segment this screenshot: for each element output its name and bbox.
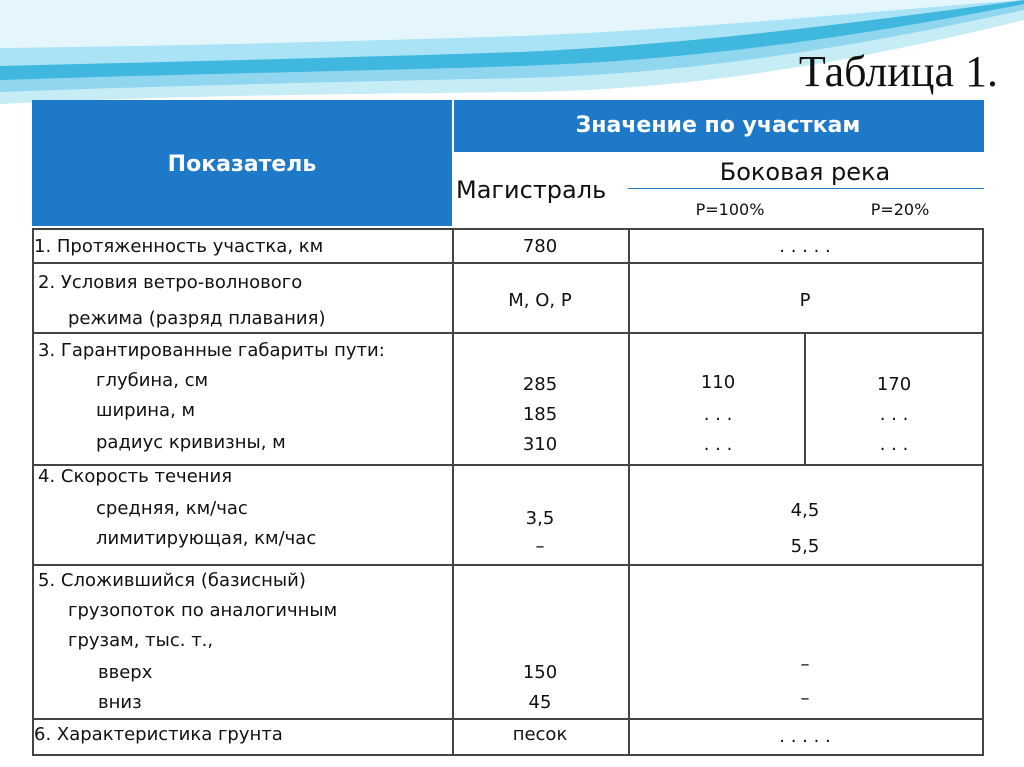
row6-label: 6. Характеристика грунта <box>34 724 283 745</box>
row3-sub2: ширина, м <box>96 400 196 421</box>
row5-label-line1: 5. Сложившийся (базисный) <box>38 570 306 591</box>
row5-label-line3: грузам, тыс. т., <box>68 630 214 651</box>
header-indicator-label: Показатель <box>167 152 317 177</box>
row2-label-line2: режима (разряд плавания) <box>68 308 326 329</box>
header-side-river: Боковая река <box>719 158 891 186</box>
row3-main1: 285 <box>522 374 558 395</box>
row1-side: . . . . . <box>779 236 831 257</box>
header-values-label: Значение по участкам <box>575 113 861 138</box>
row3-p100-2: . . . <box>703 404 733 425</box>
row3-label: 3. Гарантированные габариты пути: <box>38 340 385 361</box>
header-main-river: Магистраль <box>456 176 607 204</box>
slide-title: Таблица 1. <box>798 47 998 96</box>
row3-p20-2: . . . <box>879 404 909 425</box>
row5-label-line2: грузопоток по аналогичным <box>68 600 338 621</box>
row6-side: . . . . . <box>779 726 831 747</box>
row5-main1: 150 <box>522 662 558 683</box>
row4-side2: 5,5 <box>790 536 820 557</box>
row4-main1: 3,5 <box>525 508 555 529</box>
row2-main: М, О, Р <box>508 290 572 311</box>
row2-side: Р <box>799 290 811 311</box>
header-divider <box>452 100 454 226</box>
header-values-border <box>454 150 984 152</box>
row5-side2: – <box>800 688 810 709</box>
row1-main: 780 <box>522 236 558 257</box>
row5-sub1: вверх <box>98 662 153 683</box>
col-border-left <box>32 228 34 756</box>
col-border-p20 <box>804 332 806 464</box>
row3-sub1: глубина, см <box>96 370 209 391</box>
row2-label-line1: 2. Условия ветро-волнового <box>38 272 303 293</box>
row4-label: 4. Скорость течения <box>38 466 233 487</box>
header-side-divider <box>628 188 984 189</box>
row6-main: песок <box>512 724 568 745</box>
row4-side1: 4,5 <box>790 500 820 521</box>
row3-p100-1: 110 <box>700 372 736 393</box>
row3-p20-3: . . . <box>879 434 909 455</box>
row3-p100-3: . . . <box>703 434 733 455</box>
row5-side1: – <box>800 654 810 675</box>
data-table <box>32 100 984 764</box>
col-border-right <box>982 228 984 756</box>
row-border <box>32 332 984 334</box>
row4-sub2: лимитирующая, км/час <box>96 528 317 549</box>
row-border <box>32 754 984 756</box>
row-border <box>32 262 984 264</box>
header-p20: Р=20% <box>870 200 930 219</box>
col-border-main <box>452 228 454 756</box>
row3-main3: 310 <box>522 434 558 455</box>
header-p100: Р=100% <box>695 200 765 219</box>
row3-p20-1: 170 <box>876 374 912 395</box>
col-border-side <box>628 228 630 756</box>
row5-sub2: вниз <box>98 692 142 713</box>
row3-main2: 185 <box>522 404 558 425</box>
row-border <box>32 718 984 720</box>
row-border <box>32 228 984 230</box>
row5-main2: 45 <box>528 692 552 713</box>
row4-sub1: средняя, км/час <box>96 498 248 519</box>
row1-label: 1. Протяженность участка, км <box>34 236 324 257</box>
row4-main2: – <box>535 536 545 557</box>
row3-sub3: радиус кривизны, м <box>96 432 286 453</box>
row-border <box>32 564 984 566</box>
